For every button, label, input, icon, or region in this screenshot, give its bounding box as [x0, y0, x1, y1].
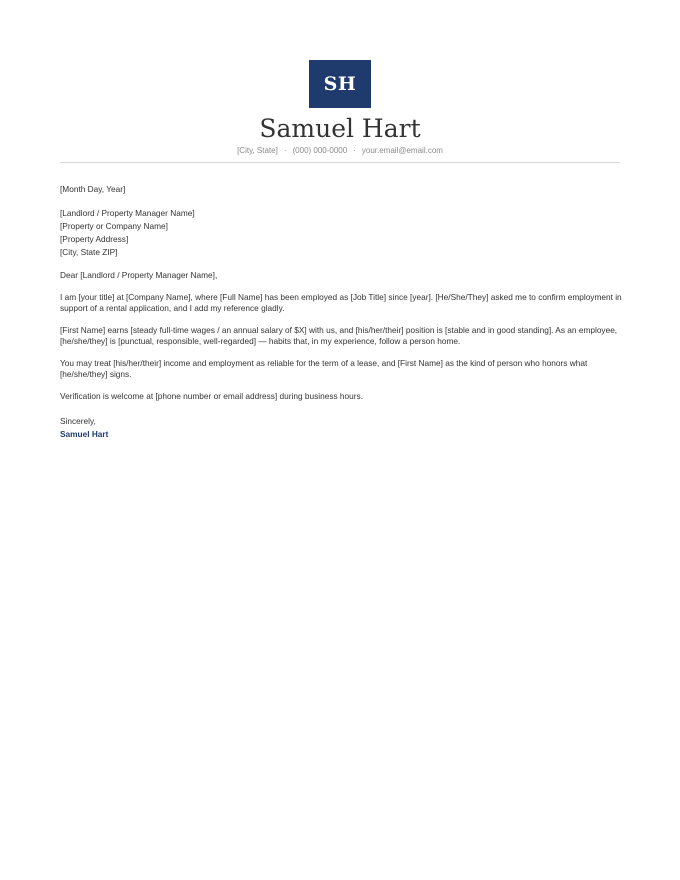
monogram-initials: SH — [323, 73, 357, 95]
contact-city-state: [City, State] — [237, 146, 278, 155]
letter-signature: Samuel Hart — [60, 429, 109, 439]
letter-paragraph: You may treat [his/her/their] income and employment as reliable for the term of a lease, and [First Name] as the kind of person who honors what [he/she/they] signs. — [60, 358, 588, 379]
contact-email: your.email@email.com — [361, 146, 443, 155]
letter-paragraph: Verification is welcome at [phone number or email address] during business hours. — [60, 391, 363, 401]
contact-phone: (000) 000-0000 — [292, 146, 348, 155]
letter-paragraph: I am [your title] at [Company Name], where [Full Name] has been employed as [Job Title] since [year]. [He/She/They] asked me to confirm employment in support of a rental application, and I add my reference gladly. — [60, 292, 622, 313]
recipient-line: [Property or Company Name] — [60, 221, 168, 231]
monogram-badge — [309, 60, 371, 108]
recipient-line: [Landlord / Property Manager Name] — [60, 208, 195, 218]
contact-line — [0, 146, 680, 156]
header-divider — [60, 162, 620, 163]
recipient-address — [60, 207, 622, 259]
sender-name: Samuel Hart — [259, 114, 421, 143]
letter-date: [Month Day, Year] — [60, 184, 126, 194]
letter-closing: Sincerely, — [60, 416, 96, 426]
contact-separator: · — [283, 146, 287, 155]
recipient-line: [Property Address] — [60, 234, 129, 244]
recipient-line: [City, State ZIP] — [60, 247, 118, 257]
contact-separator: · — [353, 146, 356, 155]
letter-paragraph: [First Name] earns [steady full-time wages / an annual salary of $X] with us, and [his/her/their] position is [stable and in good standing]. As an employee, [he/she/they] is [punctual, responsible, well-regarded] — habits that, in my experience, follow a person home. — [60, 325, 618, 346]
letter-greeting: Dear [Landlord / Property Manager Name], — [60, 270, 218, 280]
